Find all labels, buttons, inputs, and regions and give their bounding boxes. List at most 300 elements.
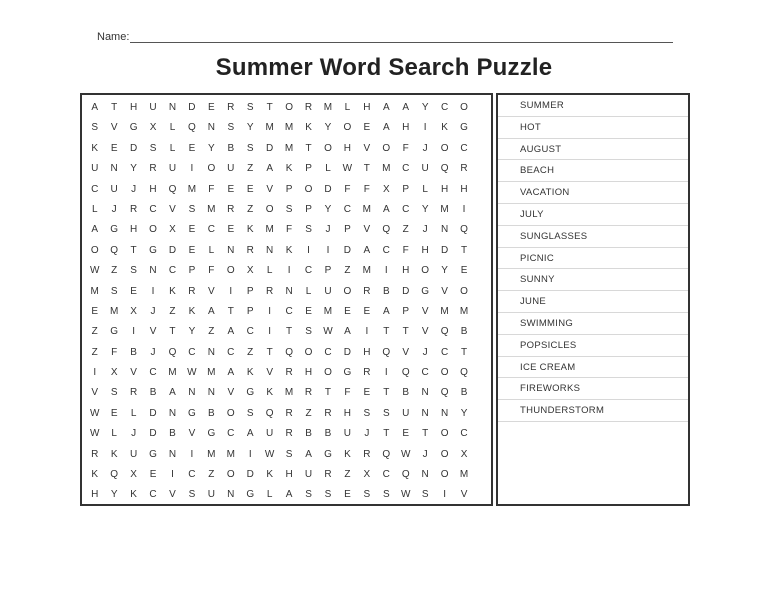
word-list-item: THUNDERSTORM [498, 400, 688, 422]
grid-letter: I [384, 367, 388, 379]
grid-letter: N [440, 224, 449, 236]
grid-letter: D [149, 428, 157, 440]
grid-letter: M [459, 305, 469, 317]
grid-letter: J [422, 224, 428, 236]
grid-letter: T [383, 326, 390, 338]
grid-letter: V [130, 367, 137, 379]
grid-letter: V [402, 346, 410, 358]
grid-letter: Z [247, 346, 254, 358]
grid-letter: N [110, 163, 118, 175]
grid-letter: B [149, 387, 157, 399]
grid-letter: Q [401, 367, 410, 379]
grid-letter: O [440, 469, 449, 481]
grid-letter: Y [441, 265, 448, 277]
grid-letter: Q [460, 224, 468, 236]
grid-letter: E [344, 305, 351, 317]
grid-letter: H [440, 183, 449, 195]
grid-letter: J [422, 142, 428, 154]
grid-letter: S [91, 122, 99, 134]
grid-letter: M [109, 305, 119, 317]
grid-letter: F [208, 183, 215, 195]
grid-letter: J [422, 346, 428, 358]
grid-letter: T [422, 428, 429, 440]
grid-letter: O [324, 142, 332, 154]
grid-letter: M [440, 203, 449, 215]
grid-letter: Y [110, 489, 118, 501]
grid-letter: A [91, 102, 99, 113]
grid-letter: O [440, 367, 449, 379]
grid-letter: T [305, 142, 312, 154]
grid-letter: H [363, 102, 371, 113]
grid-letter: U [168, 163, 177, 175]
grid-letter: C [460, 428, 468, 440]
grid-letter: J [150, 346, 156, 358]
grid-letter: O [285, 102, 293, 113]
grid-letter: A [227, 367, 235, 379]
grid-letter: D [402, 285, 410, 297]
grid-letter: I [307, 244, 310, 256]
grid-letter: J [325, 224, 331, 236]
grid-letter: Q [440, 387, 449, 399]
grid-letter: L [130, 407, 137, 419]
grid-letter: E [130, 285, 137, 297]
grid-letter: S [246, 407, 254, 419]
grid-letter: C [149, 367, 157, 379]
grid-letter: K [110, 448, 118, 460]
grid-letter: M [323, 102, 333, 113]
grid-letter: R [285, 428, 293, 440]
grid-letter: K [246, 224, 254, 236]
grid-letter: M [187, 183, 197, 195]
grid-letter: N [440, 407, 449, 419]
grid-letter: V [363, 142, 371, 154]
grid-letter: P [285, 183, 293, 195]
grid-letter: C [343, 203, 352, 215]
grid-letter: S [110, 387, 118, 399]
grid-letter: E [227, 224, 235, 236]
grid-letter: I [365, 326, 369, 338]
grid-letter: A [208, 305, 215, 317]
grid-letter: V [169, 203, 176, 215]
word-list-item: PICNIC [498, 248, 688, 270]
grid-letter: S [382, 407, 390, 419]
grid-letter: A [305, 448, 312, 460]
grid-letter: A [266, 163, 273, 175]
grid-letter: N [188, 387, 196, 399]
grid-letter: C [188, 346, 196, 358]
grid-letter: Y [460, 407, 468, 419]
grid-letter: S [421, 489, 429, 501]
grid-letter: U [304, 469, 313, 481]
grid-letter: A [344, 326, 351, 338]
grid-letter: J [150, 305, 156, 317]
grid-letter: W [400, 489, 411, 501]
grid-letter: S [305, 224, 312, 236]
grid-letter: C [304, 265, 313, 277]
grid-letter: C [227, 428, 235, 440]
grid-letter: D [324, 183, 332, 195]
grid-letter: J [111, 203, 117, 215]
grid-letter: E [188, 244, 196, 256]
grid-letter: M [459, 469, 469, 481]
word-list-item: BEACH [498, 160, 688, 182]
grid-letter: O [265, 203, 274, 215]
grid-letter: Y [188, 326, 196, 338]
grid-letter: W [89, 407, 100, 419]
grid-letter: M [284, 142, 294, 154]
grid-letter: Q [460, 367, 468, 379]
grid-letter: C [402, 203, 410, 215]
grid-letter: U [343, 428, 352, 440]
grid-letter: D [246, 469, 254, 481]
grid-letter: N [168, 407, 177, 419]
grid-letter: Z [344, 265, 351, 277]
grid-letter: R [363, 448, 371, 460]
word-list-item: JULY [498, 204, 688, 226]
grid-letter: G [110, 326, 119, 338]
grid-letter: H [402, 265, 410, 277]
grid-letter: K [344, 448, 351, 460]
grid-letter: G [324, 448, 332, 460]
grid-letter: D [129, 142, 138, 154]
word-list-item: SUMMER [498, 95, 688, 117]
grid-letter: N [149, 265, 157, 277]
grid-letter: X [382, 183, 390, 195]
grid-letter: L [422, 183, 428, 195]
grid-letter: M [284, 122, 294, 134]
grid-letter: Z [247, 163, 254, 175]
grid-letter: H [129, 224, 138, 236]
grid-letter: N [421, 407, 429, 419]
grid-letter: T [383, 387, 390, 399]
grid-letter: C [149, 489, 157, 501]
grid-letter: V [149, 326, 157, 338]
grid-letter: U [421, 163, 429, 175]
grid-letter: N [285, 285, 293, 297]
grid-letter: S [285, 448, 293, 460]
grid-letter: S [363, 489, 371, 501]
grid-letter: N [421, 387, 429, 399]
grid-letter: E [363, 122, 371, 134]
grid-letter: E [344, 489, 351, 501]
grid-letter: A [169, 387, 176, 399]
grid-letter: X [246, 265, 254, 277]
name-label: Name: [97, 31, 130, 43]
grid-letter: E [246, 183, 254, 195]
grid-letter: Z [247, 203, 254, 215]
grid-letter: K [169, 285, 176, 297]
grid-letter: V [110, 122, 118, 134]
grid-letter: C [440, 102, 449, 113]
grid-letter: P [246, 305, 254, 317]
grid-letter: W [342, 163, 353, 175]
grid-letter: V [266, 183, 273, 195]
grid-letter: I [190, 448, 194, 460]
grid-letter: Z [91, 326, 98, 338]
grid-letter: O [421, 265, 430, 277]
grid-letter: P [188, 265, 196, 277]
grid-letter: M [362, 203, 372, 215]
grid-letter: O [207, 163, 216, 175]
grid-letter: R [246, 244, 254, 256]
grid-letter: Z [208, 469, 215, 481]
grid-letter: D [168, 244, 177, 256]
grid-letter: R [129, 387, 138, 399]
grid-letter: Q [110, 244, 119, 256]
grid-letter: T [324, 387, 332, 399]
grid-letter: B [169, 428, 176, 440]
grid-letter: H [304, 367, 313, 379]
grid-letter: R [266, 285, 274, 297]
grid-letter: O [343, 122, 352, 134]
grid-letter: O [440, 428, 449, 440]
grid-letter: I [93, 367, 97, 379]
grid-letter: G [421, 285, 430, 297]
grid-letter: E [110, 142, 118, 154]
grid-letter: P [305, 163, 312, 175]
grid-letter: I [423, 122, 427, 134]
grid-letter: I [190, 163, 194, 175]
grid-letter: M [362, 265, 372, 277]
grid-letter: Q [382, 224, 391, 236]
grid-letter: A [246, 428, 254, 440]
grid-letter: J [422, 448, 428, 460]
grid-letter: N [168, 448, 177, 460]
grid-letter: E [91, 305, 99, 317]
grid-letter: M [265, 224, 274, 236]
grid-letter: X [130, 469, 137, 481]
grid-letter: G [110, 224, 119, 236]
grid-letter: I [248, 448, 252, 460]
grid-letter: I [384, 265, 388, 277]
grid-letter: I [132, 326, 135, 338]
grid-letter: R [304, 102, 313, 113]
grid-letter: D [343, 346, 352, 358]
grid-letter: I [268, 305, 272, 317]
grid-letter: J [364, 428, 370, 440]
grid-letter: T [266, 346, 273, 358]
grid-letter: E [149, 469, 157, 481]
grid-letter: G [188, 407, 196, 419]
grid-letter: Z [344, 469, 351, 481]
grid-letter: C [382, 244, 390, 256]
grid-letter: M [382, 163, 391, 175]
grid-letter: Y [421, 102, 429, 113]
grid-letter: S [324, 489, 332, 501]
grid-letter: O [440, 448, 449, 460]
grid-letter: O [226, 469, 235, 481]
grid-letter: O [226, 407, 235, 419]
grid-letter: O [382, 142, 391, 154]
grid-letter: Z [169, 305, 176, 317]
grid-letter: B [227, 142, 235, 154]
grid-letter: F [208, 265, 215, 277]
grid-letter: R [304, 387, 313, 399]
grid-letter: W [187, 367, 197, 379]
grid-letter: I [326, 244, 330, 256]
grid-letter: C [207, 224, 215, 236]
grid-letter: A [382, 203, 390, 215]
grid-letter: X [460, 448, 468, 460]
grid-letter: K [188, 305, 196, 317]
grid-letter: B [402, 387, 410, 399]
grid-letter: D [266, 142, 274, 154]
grid-letter: C [440, 346, 449, 358]
grid-letter: B [305, 428, 312, 440]
grid-letter: F [402, 244, 409, 256]
grid-letter: S [363, 407, 371, 419]
grid-letter: A [227, 326, 235, 338]
grid-letter: C [227, 346, 235, 358]
grid-letter: C [188, 469, 196, 481]
grid-letter: N [168, 102, 177, 113]
grid-letter: H [149, 183, 157, 195]
grid-letter: F [402, 142, 409, 154]
grid-letter: Q [168, 346, 177, 358]
grid-letter: Q [110, 469, 119, 481]
name-field [97, 27, 673, 43]
grid-letter: L [169, 122, 176, 134]
grid-letter: R [149, 163, 157, 175]
grid-letter: G [246, 489, 255, 501]
grid-letter: B [130, 346, 137, 358]
grid-letter: L [266, 265, 273, 277]
grid-letter: U [207, 489, 215, 501]
grid-letter: Z [111, 265, 118, 277]
grid-letter: U [324, 285, 332, 297]
grid-letter: N [207, 387, 215, 399]
grid-letter: E [110, 407, 118, 419]
grid-letter: L [266, 489, 273, 501]
grid-letter: G [343, 367, 352, 379]
grid-letter: B [324, 428, 332, 440]
grid-letter: H [421, 244, 429, 256]
grid-letter: U [129, 448, 138, 460]
grid-letter: T [460, 244, 468, 256]
grid-letter: S [382, 489, 390, 501]
grid-letter: F [344, 183, 351, 195]
grid-letter: X [149, 122, 157, 134]
grid-letter: R [227, 203, 235, 215]
grid-letter: Q [168, 183, 177, 195]
grid-letter: K [285, 163, 293, 175]
grid-letter: G [460, 122, 468, 134]
grid-letter: R [324, 469, 332, 481]
grid-letter: H [91, 489, 99, 501]
page-title: Summer Word Search Puzzle [215, 54, 553, 81]
grid-letter: C [168, 265, 177, 277]
grid-letter: C [421, 367, 429, 379]
grid-letter: D [343, 244, 352, 256]
grid-letter: R [285, 367, 293, 379]
grid-letter: E [227, 183, 235, 195]
grid-letter: E [305, 305, 312, 317]
grid-letter: R [324, 407, 332, 419]
grid-letter: C [285, 305, 293, 317]
grid-letter: K [305, 122, 312, 134]
grid-letter: E [402, 428, 410, 440]
grid-letter: W [89, 265, 100, 277]
grid-letter: V [441, 285, 448, 297]
grid-letter: M [440, 305, 449, 317]
grid-letter: K [91, 469, 99, 481]
grid-letter: I [443, 489, 446, 501]
grid-letter: S [188, 489, 196, 501]
grid-letter: D [440, 244, 449, 256]
grid-letter: V [363, 224, 371, 236]
grid-letter: A [382, 102, 390, 113]
grid-letter: F [344, 387, 351, 399]
grid-letter: Z [305, 407, 312, 419]
grid-letter: M [265, 122, 274, 134]
grid-letter: G [246, 387, 255, 399]
grid-letter: U [227, 163, 235, 175]
grid-letter: C [402, 163, 410, 175]
grid-letter: N [207, 346, 215, 358]
grid-letter: R [460, 163, 468, 175]
grid-letter: E [460, 265, 468, 277]
grid-letter: B [460, 387, 468, 399]
word-list-item: AUGUST [498, 139, 688, 161]
grid-letter: G [149, 448, 157, 460]
grid-letter: C [149, 203, 157, 215]
grid-letter: O [343, 285, 352, 297]
letter-grid [82, 95, 491, 506]
grid-letter: M [284, 387, 294, 399]
grid-letter: K [266, 387, 273, 399]
grid-letter: Q [401, 469, 410, 481]
grid-letter: W [264, 448, 275, 460]
grid-letter: J [131, 183, 137, 195]
word-list-item: ICE CREAM [498, 357, 688, 379]
grid-letter: Q [188, 122, 196, 134]
grid-letter: U [266, 428, 274, 440]
grid-letter: I [171, 469, 174, 481]
grid-letter: T [111, 102, 118, 113]
grid-letter: A [382, 122, 390, 134]
word-list-item: SUNGLASSES [498, 226, 688, 248]
grid-letter: C [91, 183, 99, 195]
grid-letter: R [363, 285, 371, 297]
grid-letter: O [304, 346, 313, 358]
grid-letter: P [246, 285, 254, 297]
grid-letter: A [402, 102, 410, 113]
grid-letter: E [188, 142, 196, 154]
grid-letter: V [169, 489, 176, 501]
grid-letter: L [325, 163, 331, 175]
grid-letter: V [421, 326, 429, 338]
grid-letter: K [91, 142, 99, 154]
grid-letter: S [305, 489, 312, 501]
grid-letter: S [110, 285, 118, 297]
grid-letter: T [383, 428, 390, 440]
grid-letter: R [227, 102, 235, 113]
grid-letter: U [402, 407, 410, 419]
grid-letter: W [400, 448, 411, 460]
grid-letter: P [344, 224, 351, 236]
grid-letter: P [305, 203, 312, 215]
grid-letter: O [324, 367, 332, 379]
word-list-item: SWIMMING [498, 313, 688, 335]
grid-letter: Q [265, 407, 274, 419]
grid-letter: I [229, 285, 233, 297]
grid-letter: M [226, 448, 235, 460]
grid-letter: S [149, 142, 157, 154]
grid-letter: F [363, 183, 370, 195]
grid-letter: C [382, 469, 390, 481]
grid-letter: I [268, 326, 272, 338]
grid-letter: P [402, 183, 410, 195]
